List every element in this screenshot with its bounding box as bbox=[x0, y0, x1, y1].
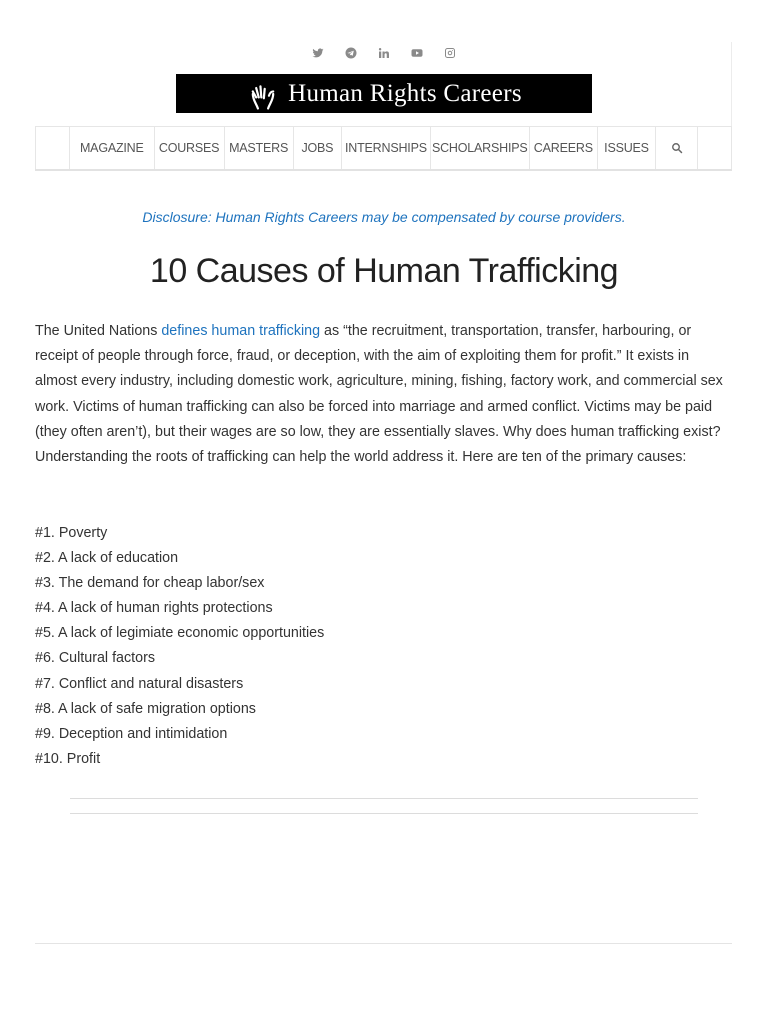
search-icon bbox=[671, 142, 683, 154]
list-item: #10. Profit bbox=[35, 750, 101, 767]
twitter-icon[interactable] bbox=[309, 43, 328, 62]
list-item: #1. Poverty bbox=[35, 525, 108, 541]
nav-item-careers[interactable]: CAREERS bbox=[530, 127, 598, 169]
list-item: #7. Conflict and natural disasters bbox=[35, 675, 244, 692]
site-logo[interactable] bbox=[176, 74, 592, 113]
nav-item-internships[interactable]: INTERNSHIPS bbox=[342, 127, 430, 169]
list-item: #9. Deception and intimidation bbox=[35, 725, 228, 742]
nav-item-magazine[interactable]: MAGAZINE bbox=[70, 127, 155, 169]
nav-item-courses[interactable]: COURSES bbox=[155, 127, 225, 169]
content-divider bbox=[70, 813, 698, 814]
list-item: #5. A lack of legimiate economic opportunities bbox=[35, 625, 325, 642]
nav-item-jobs[interactable]: JOBS bbox=[294, 127, 343, 169]
disclosure-link[interactable]: Disclosure: Human Rights Careers may be compensated by course providers. bbox=[142, 209, 626, 225]
linkedin-icon[interactable] bbox=[375, 43, 394, 62]
list-item: #8. A lack of safe migration options bbox=[35, 700, 256, 717]
main-nav bbox=[35, 126, 732, 171]
nav-item-scholarships[interactable]: SCHOLARSHIPS bbox=[431, 127, 530, 169]
nav-item-issues[interactable]: ISSUES bbox=[598, 127, 656, 169]
article-intro bbox=[35, 319, 732, 470]
instagram-icon[interactable] bbox=[441, 43, 460, 62]
defines-human-trafficking-link[interactable]: defines human trafficking bbox=[161, 323, 321, 339]
youtube-icon[interactable] bbox=[408, 43, 427, 62]
list-item: #6. Cultural factors bbox=[35, 650, 155, 667]
article-title: 10 Causes of Human Trafficking bbox=[149, 252, 619, 290]
footer-divider bbox=[35, 943, 732, 944]
intro-text-before: The United Nations bbox=[35, 323, 162, 339]
telegram-icon[interactable] bbox=[342, 43, 361, 62]
header-divider bbox=[731, 42, 732, 126]
nav-tail bbox=[698, 127, 732, 169]
logo-text: Human Rights Careers bbox=[288, 79, 522, 107]
intro-text-after: as “the recruitment, transportation, transfer, harbouring, or receipt of people through force, fraud, or deception, with the aim of exploiting them for profit.” It exists in almost every industry, including domestic work, agriculture, mining, fishing, factory work, and commercial sex work. Victims of human trafficking can also be forced into marriage and armed conflict. Victims may be paid (they often aren’t), but their wages are so low, they are essentially slaves. Why does human trafficking exist? Understanding the roots of trafficking can help the world address it. Here are ten of the primary causes: bbox=[35, 323, 723, 466]
nav-item-masters[interactable]: MASTERS bbox=[225, 127, 294, 169]
content-divider bbox=[70, 798, 698, 799]
nav-search-button[interactable] bbox=[656, 127, 698, 169]
raised-hands-logo-icon bbox=[246, 77, 280, 111]
list-item: #2. A lack of education bbox=[35, 550, 179, 567]
nav-spacer bbox=[35, 127, 70, 169]
list-item: #4. A lack of human rights protections bbox=[35, 600, 273, 617]
list-item: #3. The demand for cheap labor/sex bbox=[35, 575, 265, 592]
social-links bbox=[0, 43, 768, 62]
causes-list bbox=[35, 521, 324, 772]
